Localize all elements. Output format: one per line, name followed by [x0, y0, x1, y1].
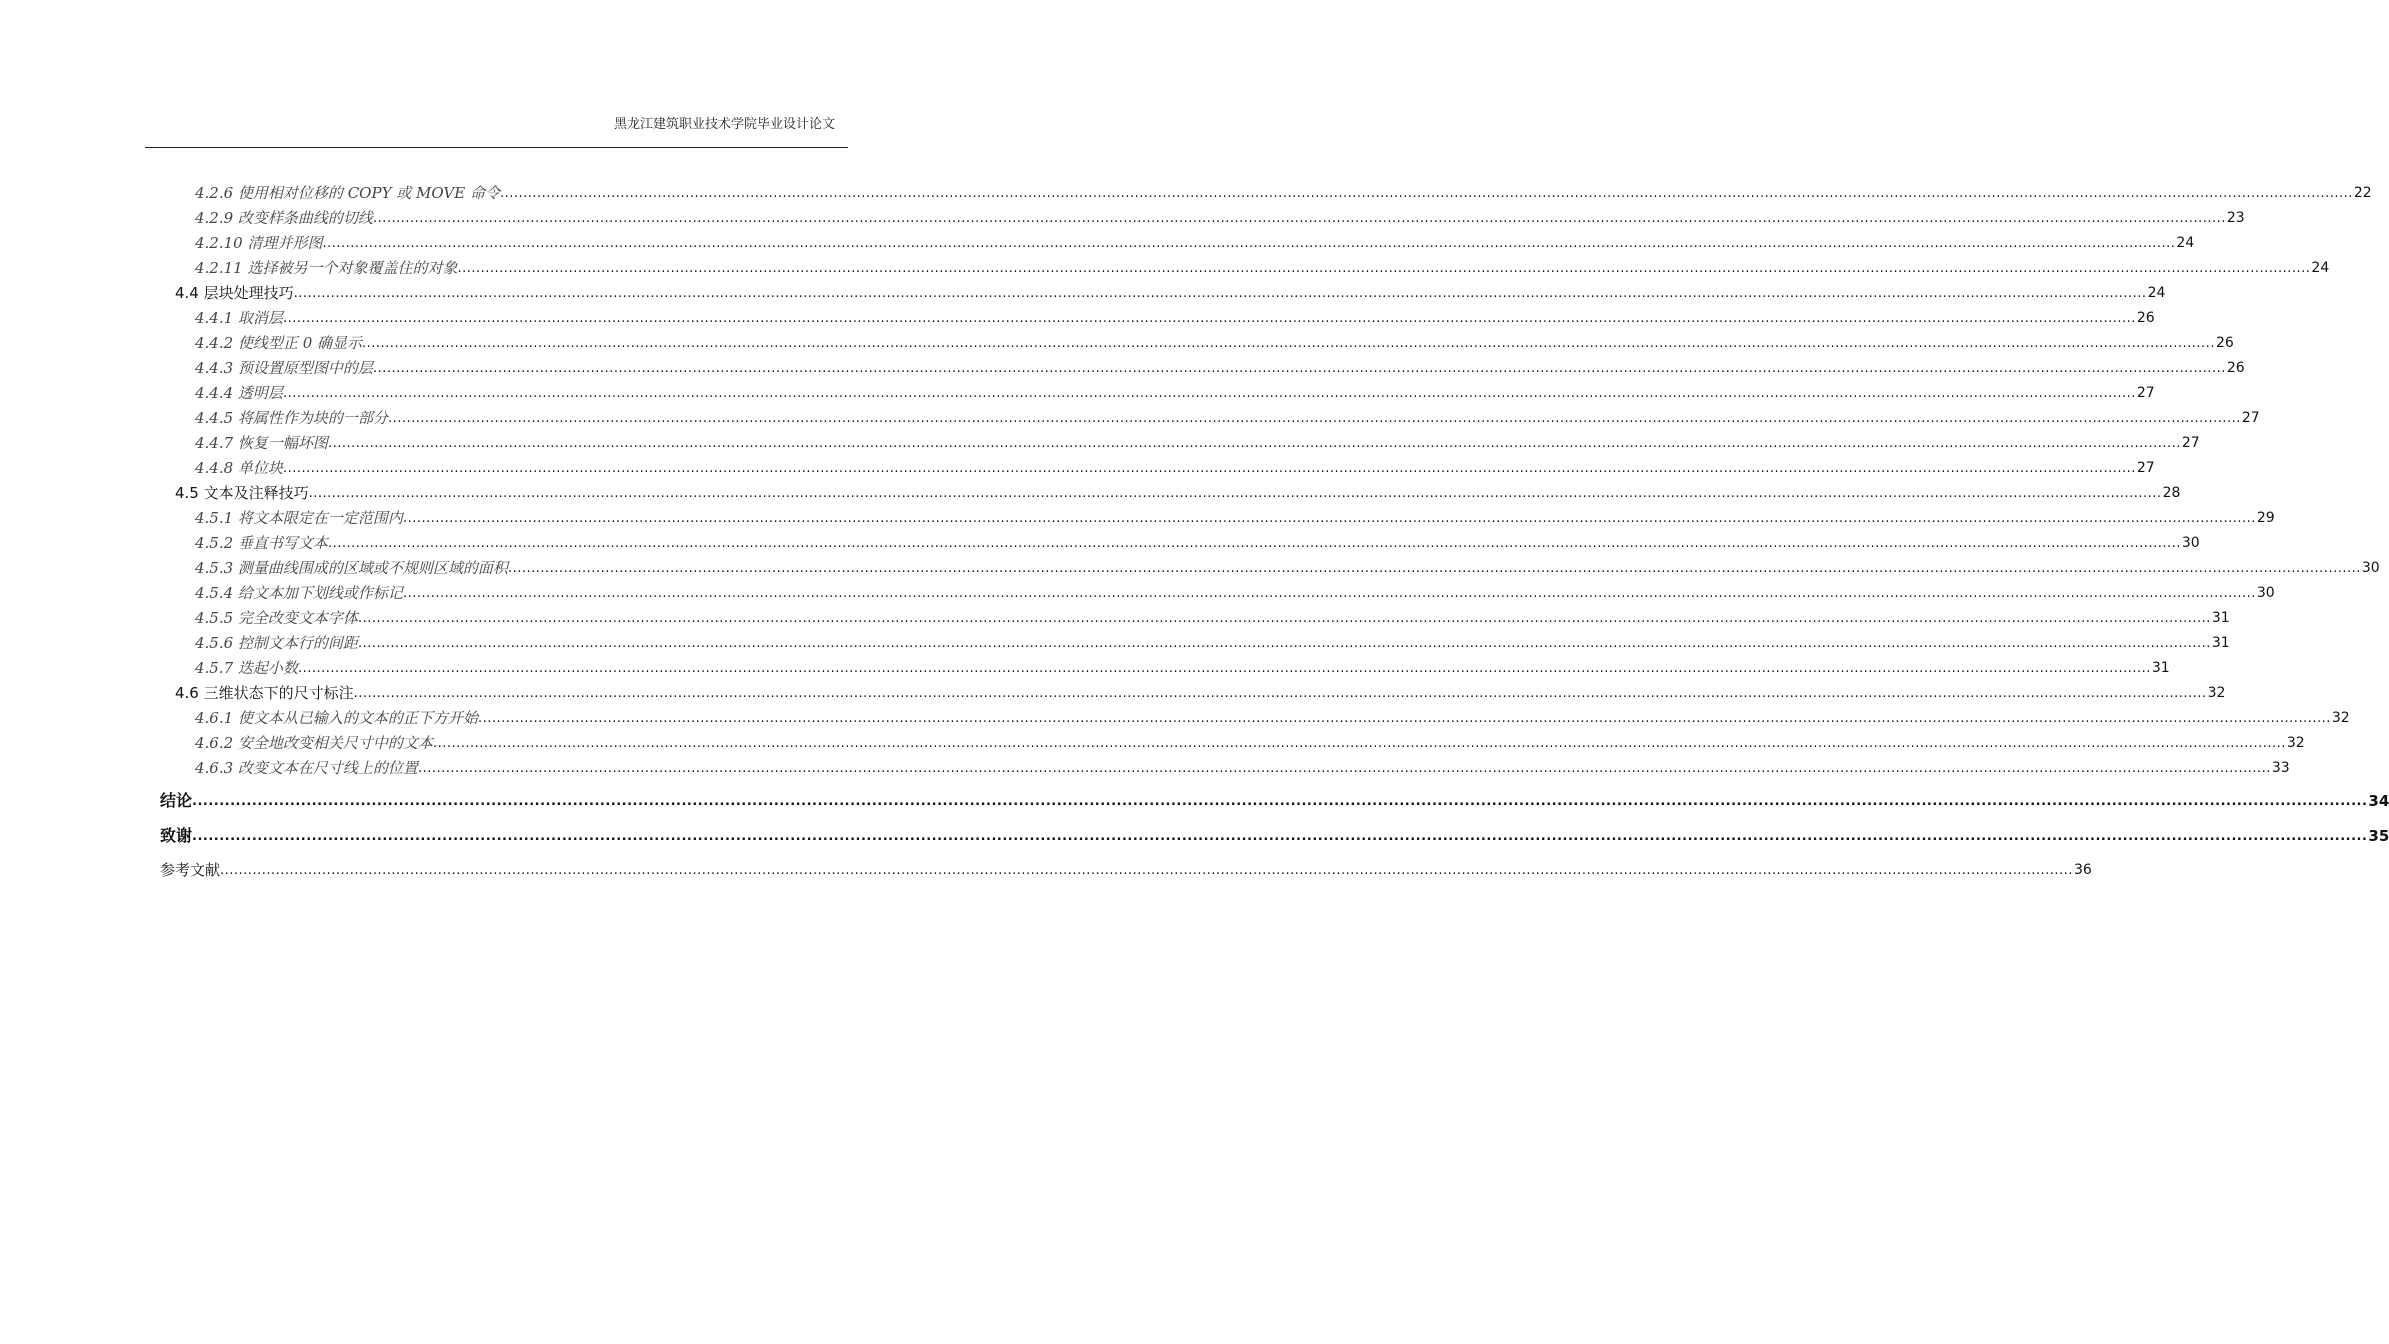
toc-entry-label: 4.4 层块处理技巧: [175, 284, 294, 302]
toc-entry[interactable]: [195, 383, 2155, 403]
toc-entry-page: 31: [2211, 635, 2230, 651]
toc-entry[interactable]: [195, 608, 2230, 628]
toc-entry-page: 26: [2215, 335, 2234, 351]
toc-leader-dots: ................................................................................................................................................................................................................................................................................................................................................................................................................: [372, 211, 2226, 226]
toc-leader-dots: ................................................................................................................................................................................................................................................................................................................................................................................................................: [432, 736, 2286, 751]
toc-leader-dots: ................................................................................................................................................................................................................................................................................................................................................................................................................: [322, 236, 2176, 251]
toc-entry-label: 4.4.7 恢复一幅坏图: [195, 434, 328, 452]
toc-leader-dots: ................................................................................................................................................................................................................................................................................................................................................................................................................: [402, 586, 2256, 601]
running-header: 黑龙江建筑职业技术学院毕业设计论文: [613, 117, 835, 132]
toc-entry[interactable]: [195, 533, 2200, 553]
toc-leader-dots: ................................................................................................................................................................................................................................................................................................................................................................................................................: [220, 863, 2073, 878]
toc-entry[interactable]: [195, 758, 2290, 778]
toc-entry[interactable]: [160, 791, 2389, 811]
toc-entry-label: 4.4.5 将属性作为块的一部分: [195, 409, 388, 427]
toc-entry[interactable]: [195, 558, 2380, 578]
toc-entry-page: 27: [2241, 410, 2260, 426]
toc-entry[interactable]: [195, 733, 2305, 753]
toc-entry-label: 参考文献: [160, 861, 221, 879]
toc-entry[interactable]: [195, 358, 2245, 378]
toc-entry-page: 24: [2176, 235, 2195, 251]
toc-entry[interactable]: [195, 583, 2275, 603]
toc-entry-label: 4.4.2 使线型正 0 确显示: [195, 334, 363, 352]
toc-entry-label: 4.6.3 改变文本在尺寸线上的位置: [195, 759, 418, 777]
toc-leader-dots: ................................................................................................................................................................................................................................................................................................................................................................................................................: [357, 636, 2211, 651]
toc-leader-dots: ................................................................................................................................................................................................................................................................................................................................................................................................................: [387, 411, 2241, 426]
toc-leader-dots: ................................................................................................................................................................................................................................................................................................................................................................................................................: [457, 261, 2311, 276]
toc-entry-label: 4.6.1 使文本从已输入的文本的正下方开始: [195, 709, 478, 727]
toc-entry-page: 31: [2211, 610, 2230, 626]
toc-entry[interactable]: [195, 258, 2330, 278]
toc-entry-page: 23: [2226, 210, 2245, 226]
toc-entry-label: 致谢: [160, 826, 193, 845]
toc-leader-dots: ................................................................................................................................................................................................................................................................................................................................................................................................................: [372, 361, 2226, 376]
toc-entry-label: 4.4.3 预设置原型图中的层: [195, 359, 373, 377]
toc-entry[interactable]: [175, 683, 2226, 703]
toc-entry[interactable]: [175, 283, 2166, 303]
toc-entry-label: 4.4.1 取消层: [195, 309, 283, 327]
toc-leader-dots: ................................................................................................................................................................................................................................................................................................................................................................................................................: [507, 561, 2361, 576]
toc-entry-label: 4.4.8 单位块: [195, 459, 283, 477]
toc-leader-dots: ................................................................................................................................................................................................................................................................................................................................................................................................................: [477, 711, 2331, 726]
toc-entry-page: 26: [2136, 310, 2155, 326]
header-rule: [145, 147, 848, 148]
toc-entry-page: 33: [2271, 760, 2290, 776]
toc-entry[interactable]: [195, 333, 2234, 353]
toc-leader-dots: ................................................................................................................................................................................................................................................................................................................................................................................................................: [293, 286, 2147, 301]
toc-leader-dots: ................................................................................................................................................................................................................................................................................................................................................................................................................: [327, 436, 2181, 451]
toc-entry-label: 4.2.10 清理并形图: [195, 234, 323, 252]
toc-entry-page: 35: [2368, 827, 2389, 845]
toc-entry-label: 4.6 三维状态下的尺寸标注: [175, 684, 354, 702]
toc-entry-page: 30: [2181, 535, 2200, 551]
toc-entry[interactable]: [195, 408, 2260, 428]
toc-entry-page: 27: [2181, 435, 2200, 451]
toc-entry-page: 24: [2311, 260, 2330, 276]
toc-entry[interactable]: [195, 708, 2350, 728]
toc-leader-dots: ................................................................................................................................................................................................................................................................................................................................................................................................................: [192, 794, 2368, 809]
toc-entry-label: 结论: [160, 791, 193, 810]
toc-entry[interactable]: [195, 658, 2170, 678]
toc-entry-label: 4.2.6 使用相对位移的 COPY 或 MOVE 命令: [195, 184, 500, 202]
toc-leader-dots: ................................................................................................................................................................................................................................................................................................................................................................................................................: [308, 486, 2162, 501]
toc-entry-label: 4.2.9 改变样条曲线的切线: [195, 209, 373, 227]
toc-leader-dots: ................................................................................................................................................................................................................................................................................................................................................................................................................: [192, 829, 2368, 844]
toc-leader-dots: ................................................................................................................................................................................................................................................................................................................................................................................................................: [282, 461, 2136, 476]
toc-entry[interactable]: [195, 308, 2155, 328]
toc-entry[interactable]: [195, 458, 2155, 478]
toc-leader-dots: ................................................................................................................................................................................................................................................................................................................................................................................................................: [357, 611, 2211, 626]
toc-entry-page: 32: [2286, 735, 2305, 751]
toc-entry[interactable]: [160, 826, 2389, 846]
toc-entry[interactable]: [175, 483, 2181, 503]
toc-entry-page: 24: [2147, 285, 2166, 301]
toc-entry-page: 30: [2256, 585, 2275, 601]
toc-entry-label: 4.2.11 选择被另一个对象覆盖住的对象: [195, 259, 458, 277]
toc-entry-label: 4.5.7 迭起小数: [195, 659, 298, 677]
toc-entry-label: 4.5.5 完全改变文本字体: [195, 609, 358, 627]
toc-leader-dots: ................................................................................................................................................................................................................................................................................................................................................................................................................: [282, 386, 2136, 401]
toc-leader-dots: ................................................................................................................................................................................................................................................................................................................................................................................................................: [402, 511, 2256, 526]
toc-entry-page: 29: [2256, 510, 2275, 526]
toc-leader-dots: ................................................................................................................................................................................................................................................................................................................................................................................................................: [353, 686, 2207, 701]
toc-entry-page: 32: [2207, 685, 2226, 701]
toc-leader-dots: ................................................................................................................................................................................................................................................................................................................................................................................................................: [499, 186, 2353, 201]
toc-leader-dots: ................................................................................................................................................................................................................................................................................................................................................................................................................: [362, 336, 2215, 351]
toc-entry-label: 4.5.1 将文本限定在一定范围内: [195, 509, 403, 527]
toc-entry-page: 26: [2226, 360, 2245, 376]
toc-entry[interactable]: [195, 233, 2195, 253]
toc-entry[interactable]: [195, 208, 2245, 228]
toc-entry[interactable]: [195, 183, 2372, 203]
toc-entry-page: 34: [2368, 792, 2389, 810]
toc-entry-page: 28: [2162, 485, 2181, 501]
toc-entry-page: 27: [2136, 385, 2155, 401]
toc-leader-dots: ................................................................................................................................................................................................................................................................................................................................................................................................................: [417, 761, 2271, 776]
toc-entry-page: 30: [2361, 560, 2380, 576]
toc-entry-page: 27: [2136, 460, 2155, 476]
toc-leader-dots: ................................................................................................................................................................................................................................................................................................................................................................................................................: [327, 536, 2181, 551]
toc-entry-label: 4.5.2 垂直书写文本: [195, 534, 328, 552]
toc-entry-label: 4.5 文本及注释技巧: [175, 484, 309, 502]
toc-entry-page: 36: [2073, 862, 2092, 878]
toc-entry-page: 32: [2331, 710, 2350, 726]
toc-entry-label: 4.5.3 测量曲线围成的区域或不规则区域的面积: [195, 559, 508, 577]
toc-entry[interactable]: [195, 433, 2200, 453]
toc-entry[interactable]: [195, 508, 2275, 528]
toc-entry-label: 4.5.4 给文本加下划线或作标记: [195, 584, 403, 602]
toc-entry-page: 31: [2151, 660, 2170, 676]
toc-entry-label: 4.6.2 安全地改变相关尺寸中的文本: [195, 734, 433, 752]
toc-leader-dots: ................................................................................................................................................................................................................................................................................................................................................................................................................: [282, 311, 2136, 326]
toc-entry-page: 22: [2353, 185, 2372, 201]
toc-leader-dots: ................................................................................................................................................................................................................................................................................................................................................................................................................: [297, 661, 2151, 676]
toc-entry-label: 4.4.4 透明层: [195, 384, 283, 402]
toc-entry[interactable]: [195, 633, 2230, 653]
toc-entry-label: 4.5.6 控制文本行的间距: [195, 634, 358, 652]
toc-entry[interactable]: [160, 860, 2092, 880]
